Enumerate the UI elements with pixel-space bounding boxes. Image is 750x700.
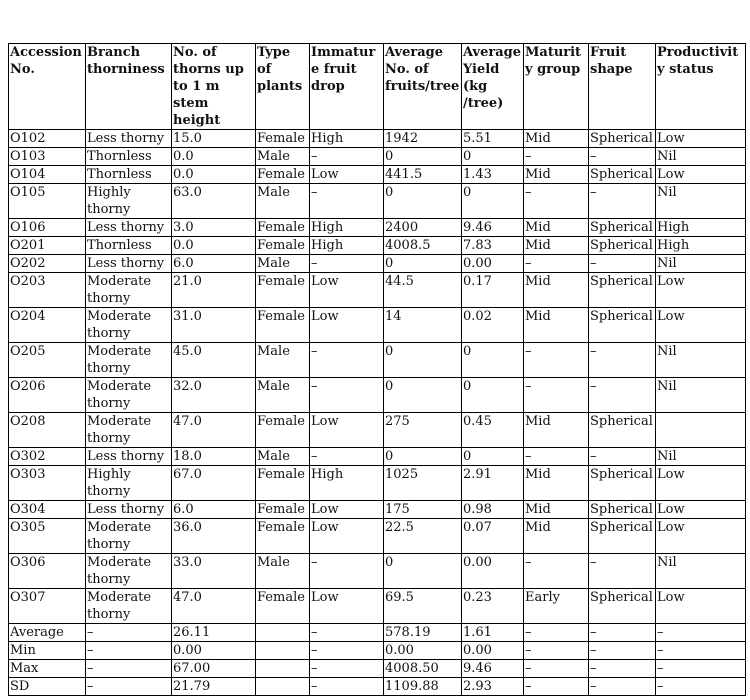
cell-accession: O104: [9, 166, 86, 184]
cell-branch-thorniness: Moderate thorny: [86, 589, 172, 624]
cell-fruit-shape: –: [589, 660, 656, 678]
cell-thorn-count: 36.0: [172, 519, 256, 554]
cell-productivity: Nil: [656, 554, 746, 589]
cell-fruits-per-tree: 0: [384, 378, 462, 413]
cell-accession: O206: [9, 378, 86, 413]
cell-branch-thorniness: Moderate thorny: [86, 378, 172, 413]
table-row: [9, 466, 746, 501]
cell-maturity-group: Mid: [524, 519, 589, 554]
cell-plant-type: Female: [256, 308, 310, 343]
cell-fruit-drop: –: [310, 624, 384, 642]
cell-plant-type: Female: [256, 519, 310, 554]
cell-fruit-shape: –: [589, 642, 656, 660]
table-row: [9, 237, 746, 255]
cell-plant-type: Male: [256, 378, 310, 413]
cell-plant-type: Male: [256, 448, 310, 466]
cell-accession: O303: [9, 466, 86, 501]
cell-fruit-drop: –: [310, 448, 384, 466]
cell-productivity: Nil: [656, 148, 746, 166]
cell-fruits-per-tree: 0: [384, 343, 462, 378]
cell-branch-thorniness: Moderate thorny: [86, 519, 172, 554]
cell-fruit-shape: –: [589, 343, 656, 378]
cell-yield: 2.91: [462, 466, 524, 501]
cell-thorn-count: 63.0: [172, 184, 256, 219]
cell-fruits-per-tree: 0: [384, 255, 462, 273]
cell-branch-thorniness: Less thorny: [86, 219, 172, 237]
cell-fruit-shape: –: [589, 148, 656, 166]
cell-productivity: –: [656, 660, 746, 678]
cell-branch-thorniness: Less thorny: [86, 501, 172, 519]
cell-maturity-group: –: [524, 660, 589, 678]
cell-fruit-drop: Low: [310, 501, 384, 519]
cell-yield: 1.61: [462, 624, 524, 642]
cell-maturity-group: –: [524, 343, 589, 378]
header-cell-thorn-count: No. of thorns up to 1 m stem height: [172, 44, 256, 130]
cell-maturity-group: Mid: [524, 413, 589, 448]
cell-fruits-per-tree: 1109.88: [384, 678, 462, 696]
cell-accession: O204: [9, 308, 86, 343]
cell-productivity: –: [656, 624, 746, 642]
cell-fruit-drop: –: [310, 678, 384, 696]
cell-fruit-shape: Spherical: [589, 589, 656, 624]
header-cell-fruit-shape: Fruit shape: [589, 44, 656, 130]
cell-fruit-drop: Low: [310, 166, 384, 184]
cell-accession: SD: [9, 678, 86, 696]
cell-fruit-drop: High: [310, 219, 384, 237]
cell-branch-thorniness: –: [86, 678, 172, 696]
table-row: [9, 308, 746, 343]
cell-plant-type: Male: [256, 343, 310, 378]
header-cell-yield: Average Yield (kg /tree): [462, 44, 524, 130]
cell-maturity-group: –: [524, 378, 589, 413]
cell-plant-type: Female: [256, 166, 310, 184]
cell-fruit-drop: –: [310, 343, 384, 378]
cell-accession: O201: [9, 237, 86, 255]
table-row: [9, 448, 746, 466]
cell-productivity: –: [656, 678, 746, 696]
cell-accession: O203: [9, 273, 86, 308]
cell-fruit-shape: Spherical: [589, 273, 656, 308]
cell-yield: 2.93: [462, 678, 524, 696]
cell-yield: 0: [462, 148, 524, 166]
cell-fruit-shape: –: [589, 448, 656, 466]
header-cell-productivity: Productivity status: [656, 44, 746, 130]
cell-fruits-per-tree: 0: [384, 448, 462, 466]
cell-plant-type: Female: [256, 589, 310, 624]
cell-plant-type: Male: [256, 148, 310, 166]
table-row: [9, 273, 746, 308]
cell-plant-type: Female: [256, 501, 310, 519]
table-body: [9, 130, 746, 696]
cell-fruit-drop: –: [310, 184, 384, 219]
cell-thorn-count: 47.0: [172, 589, 256, 624]
cell-thorn-count: 26.11: [172, 624, 256, 642]
cell-fruit-shape: –: [589, 255, 656, 273]
cell-productivity: Low: [656, 501, 746, 519]
cell-plant-type: [256, 642, 310, 660]
cell-fruits-per-tree: 441.5: [384, 166, 462, 184]
cell-accession: O105: [9, 184, 86, 219]
cell-maturity-group: –: [524, 554, 589, 589]
cell-plant-type: Female: [256, 130, 310, 148]
cell-fruit-drop: –: [310, 554, 384, 589]
cell-fruit-shape: –: [589, 624, 656, 642]
cell-branch-thorniness: Thornless: [86, 237, 172, 255]
cell-maturity-group: Mid: [524, 166, 589, 184]
cell-thorn-count: 6.0: [172, 501, 256, 519]
cell-plant-type: [256, 660, 310, 678]
cell-productivity: Low: [656, 589, 746, 624]
table-row: [9, 554, 746, 589]
cell-yield: 0.02: [462, 308, 524, 343]
cell-productivity: Low: [656, 273, 746, 308]
cell-thorn-count: 0.0: [172, 148, 256, 166]
cell-productivity: High: [656, 219, 746, 237]
cell-yield: 0: [462, 343, 524, 378]
cell-productivity: Nil: [656, 184, 746, 219]
cell-maturity-group: –: [524, 255, 589, 273]
header-cell-plant-type: Type of plants: [256, 44, 310, 130]
cell-thorn-count: 67.00: [172, 660, 256, 678]
cell-branch-thorniness: Highly thorny: [86, 184, 172, 219]
cell-fruit-shape: Spherical: [589, 308, 656, 343]
table-row: [9, 148, 746, 166]
cell-yield: 0: [462, 448, 524, 466]
cell-maturity-group: Mid: [524, 308, 589, 343]
cell-yield: 0.17: [462, 273, 524, 308]
cell-plant-type: Male: [256, 255, 310, 273]
cell-fruit-drop: High: [310, 130, 384, 148]
cell-thorn-count: 0.0: [172, 166, 256, 184]
cell-fruits-per-tree: 69.5: [384, 589, 462, 624]
cell-thorn-count: 67.0: [172, 466, 256, 501]
cell-plant-type: Male: [256, 554, 310, 589]
cell-maturity-group: Mid: [524, 273, 589, 308]
cell-thorn-count: 33.0: [172, 554, 256, 589]
cell-branch-thorniness: Moderate thorny: [86, 343, 172, 378]
cell-yield: 0.00: [462, 554, 524, 589]
cell-maturity-group: Mid: [524, 130, 589, 148]
cell-accession: O208: [9, 413, 86, 448]
cell-maturity-group: –: [524, 642, 589, 660]
table-row: [9, 255, 746, 273]
cell-fruit-drop: –: [310, 660, 384, 678]
cell-branch-thorniness: –: [86, 642, 172, 660]
cell-productivity: Low: [656, 166, 746, 184]
cell-accession: Max: [9, 660, 86, 678]
cell-branch-thorniness: –: [86, 624, 172, 642]
cell-thorn-count: 3.0: [172, 219, 256, 237]
cell-plant-type: Male: [256, 184, 310, 219]
cell-fruit-drop: –: [310, 255, 384, 273]
cell-fruit-drop: –: [310, 642, 384, 660]
cell-thorn-count: 0.00: [172, 642, 256, 660]
cell-yield: 0.00: [462, 255, 524, 273]
cell-branch-thorniness: Moderate thorny: [86, 308, 172, 343]
cell-accession: Average: [9, 624, 86, 642]
table-row: [9, 378, 746, 413]
cell-thorn-count: 18.0: [172, 448, 256, 466]
cell-maturity-group: Early: [524, 589, 589, 624]
cell-thorn-count: 31.0: [172, 308, 256, 343]
cell-thorn-count: 21.79: [172, 678, 256, 696]
cell-productivity: Nil: [656, 448, 746, 466]
cell-fruits-per-tree: 578.19: [384, 624, 462, 642]
table-row: [9, 660, 746, 678]
header-cell-fruit-drop: Immature fruit drop: [310, 44, 384, 130]
cell-fruit-drop: Low: [310, 413, 384, 448]
cell-fruit-drop: Low: [310, 308, 384, 343]
cell-accession: O305: [9, 519, 86, 554]
cell-productivity: Low: [656, 519, 746, 554]
cell-yield: 9.46: [462, 219, 524, 237]
cell-yield: 0.07: [462, 519, 524, 554]
cell-accession: O103: [9, 148, 86, 166]
cell-productivity: Low: [656, 466, 746, 501]
cell-yield: 0: [462, 378, 524, 413]
cell-fruit-shape: Spherical: [589, 519, 656, 554]
cell-accession: O307: [9, 589, 86, 624]
cell-fruits-per-tree: 0: [384, 554, 462, 589]
cell-fruits-per-tree: 4008.5: [384, 237, 462, 255]
cell-fruit-shape: Spherical: [589, 413, 656, 448]
table-row: [9, 184, 746, 219]
cell-yield: 7.83: [462, 237, 524, 255]
table-row: [9, 219, 746, 237]
cell-fruits-per-tree: 0: [384, 184, 462, 219]
cell-branch-thorniness: Less thorny: [86, 255, 172, 273]
cell-fruit-shape: –: [589, 378, 656, 413]
cell-thorn-count: 0.0: [172, 237, 256, 255]
cell-fruit-shape: –: [589, 678, 656, 696]
cell-productivity: Nil: [656, 255, 746, 273]
cell-fruits-per-tree: 275: [384, 413, 462, 448]
cell-branch-thorniness: Moderate thorny: [86, 273, 172, 308]
cell-fruit-shape: Spherical: [589, 130, 656, 148]
cell-maturity-group: –: [524, 148, 589, 166]
cell-fruits-per-tree: 1025: [384, 466, 462, 501]
cell-plant-type: Female: [256, 413, 310, 448]
cell-accession: O205: [9, 343, 86, 378]
cell-yield: 0.98: [462, 501, 524, 519]
cell-yield: 9.46: [462, 660, 524, 678]
cell-branch-thorniness: –: [86, 660, 172, 678]
header-row: [9, 44, 746, 130]
cell-yield: 0.00: [462, 642, 524, 660]
cell-branch-thorniness: Thornless: [86, 166, 172, 184]
cell-branch-thorniness: Moderate thorny: [86, 554, 172, 589]
table-row: [9, 678, 746, 696]
table-row: [9, 624, 746, 642]
cell-yield: 0: [462, 184, 524, 219]
cell-fruit-shape: –: [589, 554, 656, 589]
cell-thorn-count: 47.0: [172, 413, 256, 448]
table-row: [9, 642, 746, 660]
cell-fruits-per-tree: 14: [384, 308, 462, 343]
cell-plant-type: Female: [256, 273, 310, 308]
cell-thorn-count: 32.0: [172, 378, 256, 413]
cell-productivity: Nil: [656, 378, 746, 413]
cell-fruits-per-tree: 22.5: [384, 519, 462, 554]
cell-fruit-drop: Low: [310, 273, 384, 308]
cell-thorn-count: 21.0: [172, 273, 256, 308]
cell-maturity-group: –: [524, 184, 589, 219]
header-cell-fruits-per-tree: Average No. of fruits/tree: [384, 44, 462, 130]
cell-productivity: [656, 413, 746, 448]
cell-thorn-count: 45.0: [172, 343, 256, 378]
cell-accession: O202: [9, 255, 86, 273]
cell-fruits-per-tree: 4008.50: [384, 660, 462, 678]
cell-maturity-group: –: [524, 678, 589, 696]
table-row: [9, 501, 746, 519]
header-cell-accession: Accession No.: [9, 44, 86, 130]
cell-fruit-shape: Spherical: [589, 166, 656, 184]
cell-fruit-drop: Low: [310, 519, 384, 554]
cell-yield: 0.45: [462, 413, 524, 448]
cell-accession: O306: [9, 554, 86, 589]
cell-fruit-drop: High: [310, 237, 384, 255]
cell-fruit-drop: Low: [310, 589, 384, 624]
table-row: [9, 166, 746, 184]
cell-fruits-per-tree: 44.5: [384, 273, 462, 308]
cell-thorn-count: 15.0: [172, 130, 256, 148]
cell-maturity-group: Mid: [524, 237, 589, 255]
cell-productivity: Nil: [656, 343, 746, 378]
cell-fruit-drop: High: [310, 466, 384, 501]
cell-fruit-shape: Spherical: [589, 219, 656, 237]
cell-yield: 0.23: [462, 589, 524, 624]
cell-branch-thorniness: Highly thorny: [86, 466, 172, 501]
cell-productivity: High: [656, 237, 746, 255]
cell-fruits-per-tree: 0: [384, 148, 462, 166]
cell-fruits-per-tree: 1942: [384, 130, 462, 148]
cell-fruit-drop: –: [310, 148, 384, 166]
cell-accession: O102: [9, 130, 86, 148]
cell-plant-type: Female: [256, 219, 310, 237]
cell-productivity: Low: [656, 308, 746, 343]
table-row: [9, 130, 746, 148]
cell-fruits-per-tree: 0.00: [384, 642, 462, 660]
cell-yield: 1.43: [462, 166, 524, 184]
cell-plant-type: [256, 624, 310, 642]
cell-fruit-drop: –: [310, 378, 384, 413]
cell-fruit-shape: Spherical: [589, 466, 656, 501]
cell-branch-thorniness: Moderate thorny: [86, 413, 172, 448]
cell-accession: O106: [9, 219, 86, 237]
cell-accession: Min: [9, 642, 86, 660]
cell-fruit-shape: –: [589, 184, 656, 219]
table-row: [9, 589, 746, 624]
cell-fruits-per-tree: 175: [384, 501, 462, 519]
cell-branch-thorniness: Less thorny: [86, 130, 172, 148]
cell-accession: O302: [9, 448, 86, 466]
cell-branch-thorniness: Less thorny: [86, 448, 172, 466]
cell-accession: O304: [9, 501, 86, 519]
table-row: [9, 413, 746, 448]
cell-maturity-group: –: [524, 448, 589, 466]
table-row: [9, 519, 746, 554]
cell-plant-type: Female: [256, 466, 310, 501]
header-cell-branch-thorniness: Branch thorniness: [86, 44, 172, 130]
cell-thorn-count: 6.0: [172, 255, 256, 273]
cell-plant-type: [256, 678, 310, 696]
cell-branch-thorniness: Thornless: [86, 148, 172, 166]
header-cell-maturity-group: Maturity group: [524, 44, 589, 130]
accession-table: [8, 43, 746, 696]
cell-productivity: –: [656, 642, 746, 660]
cell-maturity-group: –: [524, 624, 589, 642]
cell-fruit-shape: Spherical: [589, 237, 656, 255]
cell-maturity-group: Mid: [524, 501, 589, 519]
cell-yield: 5.51: [462, 130, 524, 148]
cell-maturity-group: Mid: [524, 466, 589, 501]
cell-plant-type: Female: [256, 237, 310, 255]
cell-productivity: Low: [656, 130, 746, 148]
cell-maturity-group: Mid: [524, 219, 589, 237]
cell-fruits-per-tree: 2400: [384, 219, 462, 237]
cell-fruit-shape: Spherical: [589, 501, 656, 519]
table-row: [9, 343, 746, 378]
